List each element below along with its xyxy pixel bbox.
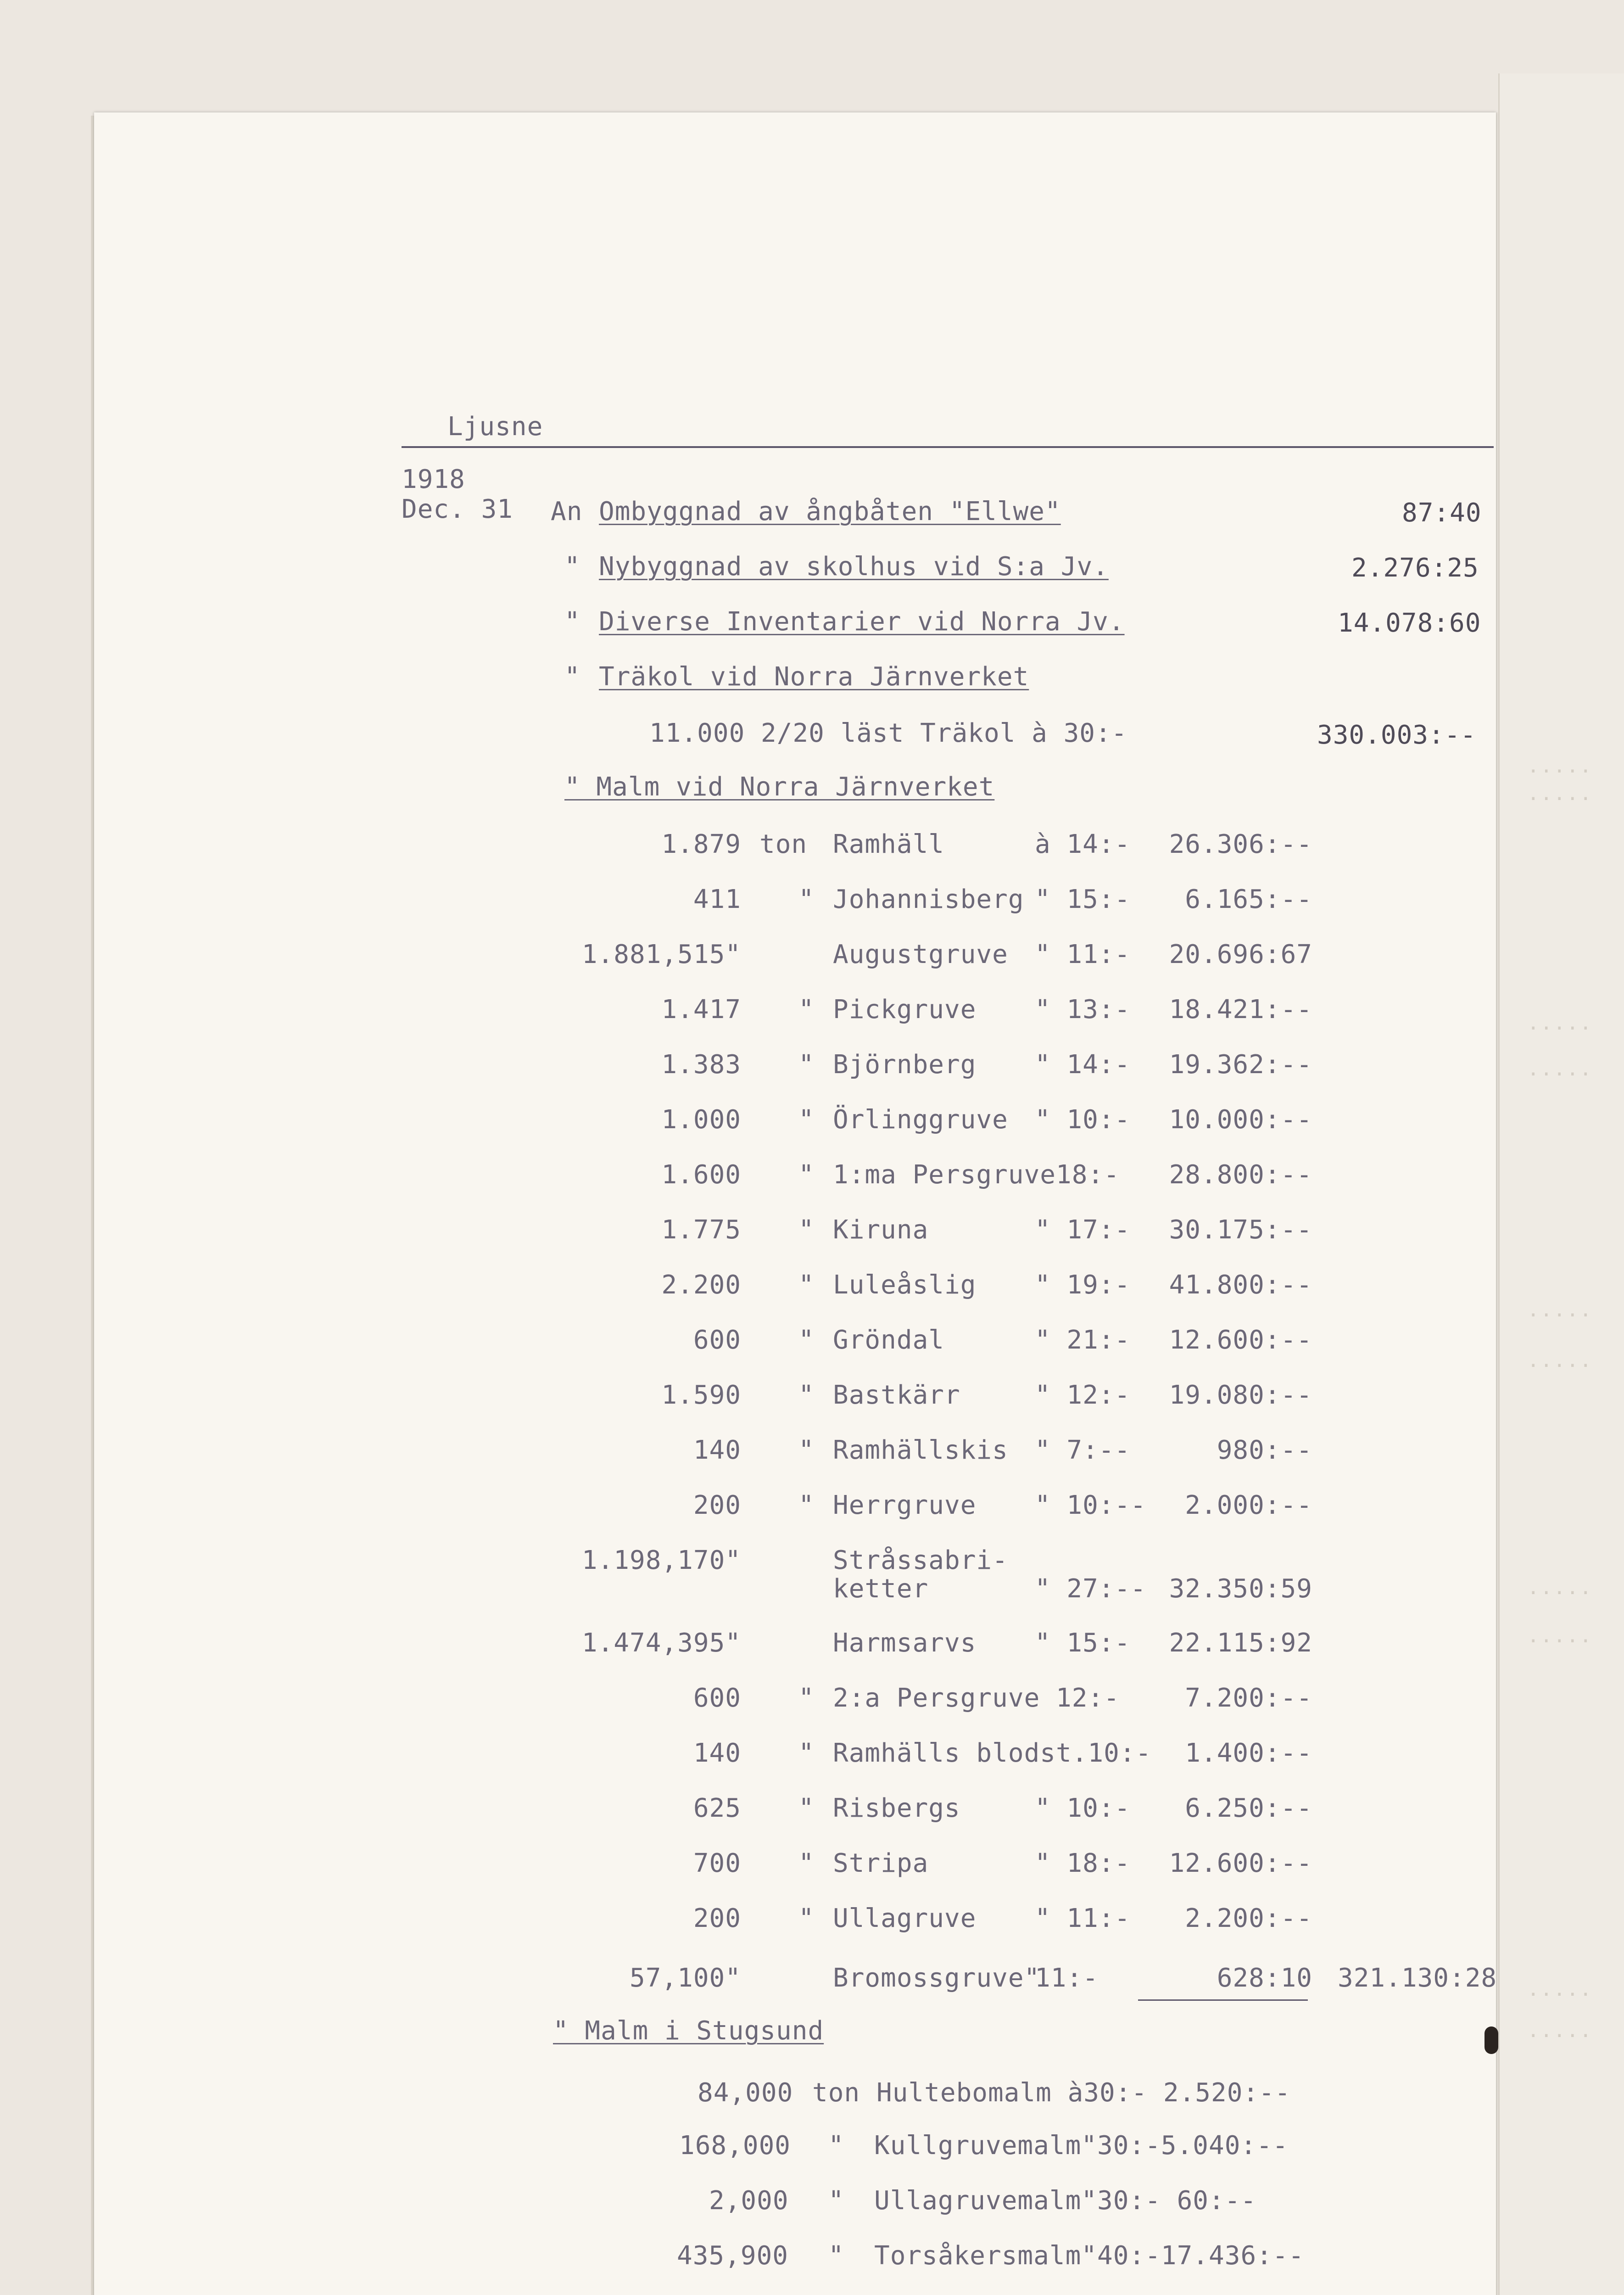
- ore-unit-mark: ": [828, 2241, 844, 2271]
- ore-unit-mark: ": [798, 1050, 815, 1080]
- ore-sum: 26.306:--: [1169, 829, 1312, 859]
- ore-sum: 1.400:--: [1185, 1738, 1312, 1768]
- ore-name: Gröndal: [833, 1325, 945, 1355]
- ore-rate: " 13:-: [1035, 995, 1131, 1024]
- ore-rate: " 27:--: [1035, 1574, 1147, 1604]
- ore-quantity: 411: [693, 884, 741, 914]
- ore-name: Ullagruve: [833, 1903, 977, 1933]
- ore-sum: 628:10: [1217, 1963, 1312, 1993]
- header-rule: [402, 446, 1494, 448]
- trakol-amount: 330.003:--: [1317, 720, 1477, 750]
- entry-label: Nybyggnad av skolhus vid S:a Jv.: [599, 552, 1109, 582]
- ore-sum: 22.115:92: [1169, 1628, 1312, 1658]
- ore-unit-mark: ": [798, 884, 815, 914]
- ore-sum: 6.250:--: [1185, 1793, 1312, 1823]
- entry-prefix: ": [564, 662, 580, 692]
- ore-quantity: 168,000: [679, 2131, 791, 2161]
- ore-quantity: 140: [693, 1435, 741, 1465]
- ore-name: Johannisberg: [833, 884, 1024, 914]
- ore-rate: " 11:-: [1035, 940, 1131, 969]
- ore-name: Stråssabri-: [833, 1545, 1008, 1575]
- ore-rate: " 10:-: [1035, 1105, 1131, 1135]
- ore-unit-mark: ": [798, 1215, 815, 1245]
- ore-quantity: 200: [693, 1490, 741, 1520]
- ore-sum: 19.362:--: [1169, 1050, 1312, 1080]
- ore-sum: 6.165:--: [1185, 884, 1312, 914]
- ore-detail: Kullgruvemalm"30:-5.040:--: [874, 2131, 1289, 2161]
- ore-unit-mark: ": [828, 2131, 844, 2161]
- entry-amount: 2.276:25: [1351, 553, 1479, 583]
- ore-quantity: 140: [693, 1738, 741, 1768]
- ore-unit-mark: ton: [812, 2078, 860, 2108]
- ore-unit-mark: ": [798, 995, 815, 1024]
- ore-quantity: 600: [693, 1683, 741, 1713]
- subtotal-rule: [1138, 1999, 1308, 2001]
- ore-sum: 7.200:--: [1185, 1683, 1312, 1713]
- ore-quantity: 2,000: [709, 2186, 789, 2216]
- ore-unit-mark: ": [798, 1490, 815, 1520]
- ore-rate: 11:-: [1035, 1963, 1099, 1993]
- ore-sum: 18.421:--: [1169, 995, 1312, 1024]
- ore-name: Luleåslig: [833, 1270, 977, 1300]
- ore-sum: 10.000:--: [1169, 1105, 1312, 1135]
- date-day: Dec. 31: [402, 494, 513, 524]
- ore-unit-mark: ": [798, 1325, 815, 1355]
- ore-detail: Ullagruvemalm"30:- 60:--: [874, 2186, 1257, 2216]
- ore-sum: 12.600:--: [1169, 1325, 1312, 1355]
- ore-name: Björnberg: [833, 1050, 977, 1080]
- ore-sum: 41.800:--: [1169, 1270, 1312, 1300]
- ore-name: Ramhäll: [833, 829, 945, 859]
- ore-rate: " 15:-: [1035, 884, 1131, 914]
- ore-sum: 980:--: [1217, 1435, 1312, 1465]
- ore-rate: " 21:-: [1035, 1325, 1131, 1355]
- ore-rate: " 10:-: [1035, 1793, 1131, 1823]
- entry-label: Träkol vid Norra Järnverket: [599, 662, 1029, 692]
- ore-unit-mark: ton: [759, 829, 808, 859]
- trakol-detail: 11.000 2/20 läst Träkol à 30:-: [649, 718, 1127, 748]
- ore-rate: " 7:--: [1035, 1435, 1131, 1465]
- ore-rate: à 14:-: [1035, 829, 1131, 859]
- ore-unit-mark: ": [798, 1903, 815, 1933]
- ore-unit-mark: ": [798, 1738, 815, 1768]
- ore-sum: 20.696:67: [1169, 940, 1312, 969]
- entry-amount: 14.078:60: [1338, 608, 1481, 638]
- ore-quantity: 625: [693, 1793, 741, 1823]
- ore-quantity: 1.881,515": [581, 940, 741, 969]
- ore-rate: " 18:-: [1035, 1848, 1131, 1878]
- section-total: 321.130:28: [1338, 1963, 1497, 1993]
- entry-label: Ombyggnad av ångbåten "Ellwe": [599, 497, 1061, 526]
- entry-label: Diverse Inventarier vid Norra Jv.: [599, 607, 1125, 637]
- ore-name: Risbergs: [833, 1793, 960, 1823]
- ore-rate: " 12:-: [1035, 1380, 1131, 1410]
- ore-name: 1:ma Persgruve18:-: [833, 1160, 1120, 1190]
- adjacent-page-edge: ····· ····· ····· ····· ····· ····· ····· ····· ····· ·····: [1498, 73, 1624, 2295]
- ore-sum: 30.175:--: [1169, 1215, 1312, 1245]
- ore-sum: 28.800:--: [1169, 1160, 1312, 1190]
- ore-sum: 2.200:--: [1185, 1903, 1312, 1933]
- ore-name: Kiruna: [833, 1215, 929, 1245]
- ore-quantity: 1.474,395": [581, 1628, 741, 1658]
- ore-name: Augustgruve: [833, 940, 1008, 969]
- ore-name: Stripa: [833, 1848, 929, 1878]
- ore-detail: Hultebomalm à30:- 2.520:--: [876, 2078, 1291, 2108]
- ore-rate: " 19:-: [1035, 1270, 1131, 1300]
- ore-detail: Torsåkersmalm"40:-17.436:--: [874, 2241, 1305, 2271]
- ore-quantity: 84,000: [698, 2078, 793, 2108]
- ore-quantity: 200: [693, 1903, 741, 1933]
- ore-quantity: 1.775: [661, 1215, 741, 1245]
- ore-rate: " 14:-: [1035, 1050, 1131, 1080]
- ore-rate: " 11:-: [1035, 1903, 1131, 1933]
- ore-quantity: 600: [693, 1325, 741, 1355]
- entry-prefix: ": [564, 552, 580, 582]
- ore-quantity: 1.000: [661, 1105, 741, 1135]
- section-heading-malm-stugsund: " Malm i Stugsund: [553, 2016, 824, 2046]
- ore-unit-mark: ": [798, 1435, 815, 1465]
- ore-quantity: 1.383: [661, 1050, 741, 1080]
- entry-amount: 87:40: [1402, 498, 1482, 528]
- section-heading-malm-norra: " Malm vid Norra Järnverket: [564, 772, 995, 802]
- ore-name: Bromossgruve": [833, 1963, 1040, 1993]
- ore-rate: " 17:-: [1035, 1215, 1131, 1245]
- ore-sum: 19.080:--: [1169, 1380, 1312, 1410]
- ore-name: Örlinggruve: [833, 1105, 1008, 1135]
- entry-prefix: An: [551, 497, 583, 526]
- page-header-title: Ljusne: [447, 412, 543, 442]
- ore-name: Bastkärr: [833, 1380, 960, 1410]
- ore-rate: " 15:-: [1035, 1628, 1131, 1658]
- ore-unit-mark: ": [798, 1793, 815, 1823]
- ore-quantity: 1.600: [661, 1160, 741, 1190]
- binding-hole: [1484, 2026, 1498, 2054]
- ore-quantity: 57,100": [629, 1963, 741, 1993]
- ore-name: Pickgruve: [833, 995, 977, 1024]
- ore-quantity: 1.417: [661, 995, 741, 1024]
- ore-unit-mark: ": [798, 1380, 815, 1410]
- entry-prefix: ": [564, 607, 580, 637]
- ore-quantity: 700: [693, 1848, 741, 1878]
- year: 1918: [402, 465, 465, 494]
- ore-unit-mark: ": [798, 1848, 815, 1878]
- ore-name: Harmsarvs: [833, 1628, 977, 1658]
- ore-unit-mark: ": [798, 1160, 815, 1190]
- ore-name: 2:a Persgruve 12:-: [833, 1683, 1120, 1713]
- ore-name: Herrgruve: [833, 1490, 977, 1520]
- ore-quantity: 435,900: [677, 2241, 789, 2271]
- ore-quantity: 1.198,170": [581, 1545, 741, 1575]
- ore-name: Ramhälls blodst.10:-: [833, 1738, 1152, 1768]
- ore-quantity: 2.200: [661, 1270, 741, 1300]
- ore-unit-mark: ": [828, 2186, 844, 2216]
- ore-unit-mark: ": [798, 1270, 815, 1300]
- ore-unit-mark: ": [798, 1683, 815, 1713]
- ore-sum: 2.000:--: [1185, 1490, 1312, 1520]
- ore-unit-mark: ": [798, 1105, 815, 1135]
- ore-rate: " 10:--: [1035, 1490, 1147, 1520]
- ore-sum: 12.600:--: [1169, 1848, 1312, 1878]
- ore-name: ketter: [833, 1574, 929, 1604]
- ore-sum: 32.350:59: [1169, 1574, 1312, 1604]
- ore-name: Ramhällskis: [833, 1435, 1008, 1465]
- ore-quantity: 1.879: [661, 829, 741, 859]
- ore-quantity: 1.590: [661, 1380, 741, 1410]
